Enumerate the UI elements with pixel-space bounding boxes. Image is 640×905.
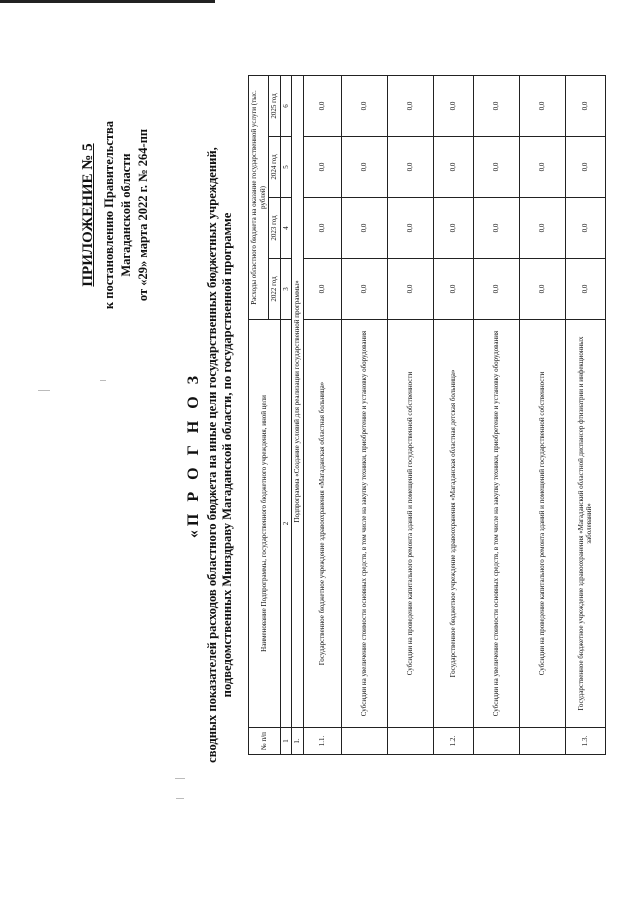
subprogram-row [292,76,304,755]
row-value: 0,0 [433,137,473,198]
row-value: 0,0 [341,137,387,198]
header-year: 2023 год [269,198,281,259]
row-name: Субсидии на увеличение стоимости основных средств, в том числе на закупку техники, приобретение и установку оборудования [341,320,387,728]
row-name: Государственное бюджетное учреждение здравоохранения «Магаданский областной диспансер фтизиатрии и инфекционных заболеваний» [565,320,605,728]
table-row [519,76,565,755]
table-row [565,76,605,755]
row-number [387,728,433,755]
row-number: 1. [292,728,304,755]
subprogram-name: Подпрограмма «Создание условий для реализации государственной программы» [292,76,304,728]
table-row [387,76,433,755]
appendix-line: к постановлению Правительства [102,120,116,310]
row-value: 0,0 [433,259,473,320]
column-number: 3 [280,259,292,320]
row-value: 0,0 [565,198,605,259]
row-value: 0,0 [341,259,387,320]
row-value: 0,0 [565,259,605,320]
row-value: 0,0 [519,137,565,198]
row-name: Государственное бюджетное учреждение здравоохранения «Магаданская областная больница» [303,320,341,728]
column-numbers-row [280,76,292,755]
row-value: 0,0 [387,198,433,259]
row-value: 0,0 [565,76,605,137]
row-value: 0,0 [433,76,473,137]
subtitle-line: подведомственных Минздраву Магаданской области, по государственной программе [220,212,234,698]
table-row [341,76,387,755]
column-number: 5 [280,137,292,198]
row-value: 0,0 [519,198,565,259]
header-year: 2024 год [269,137,281,198]
row-number: 1.1. [303,728,341,755]
document-title: «П Р О Г Н О З [185,371,202,539]
row-value: 0,0 [565,137,605,198]
row-name: Субсидии на проведение капитального ремонта зданий и помещений государственной собственности [519,320,565,728]
row-value: 0,0 [473,259,519,320]
column-number: 4 [280,198,292,259]
column-number: 2 [280,320,292,728]
row-value: 0,0 [303,137,341,198]
row-value: 0,0 [433,198,473,259]
row-number [341,728,387,755]
row-number: 1.3. [565,728,605,755]
appendix-heading: ПРИЛОЖЕНИЕ № 5 [80,143,96,287]
document-subtitle [205,100,235,810]
row-value: 0,0 [519,259,565,320]
row-value: 0,0 [303,198,341,259]
row-value: 0,0 [341,198,387,259]
row-number [473,728,519,755]
appendix-block [80,85,152,345]
header-expenses: Расходы областного бюджета на оказание государственной услуги (тыс. рублей) [249,76,269,320]
table-row [433,76,473,755]
appendix-line: Магаданской области [119,153,133,277]
row-name: Государственное бюджетное учреждение здравоохранения «Магаданская областная детская больница» [433,320,473,728]
row-name: Субсидии на увеличение стоимости основных средств, в том числе на закупку техники, приобретение и установку оборудования [473,320,519,728]
header-num: № п/п [249,728,281,755]
row-number: 1.2. [433,728,473,755]
row-value: 0,0 [473,76,519,137]
row-value: 0,0 [473,198,519,259]
row-value: 0,0 [341,76,387,137]
table-row [473,76,519,755]
row-number [519,728,565,755]
header-year: 2025 год [269,76,281,137]
row-value: 0,0 [387,76,433,137]
row-value: 0,0 [303,76,341,137]
row-name: Субсидии на проведение капитального ремонта зданий и помещений государственной собственности [387,320,433,728]
row-value: 0,0 [387,137,433,198]
forecast-table [248,75,606,755]
row-value: 0,0 [473,137,519,198]
header-name: Наименование Подпрограммы, государственного бюджетного учреждения, иной цели [249,320,281,728]
row-value: 0,0 [387,259,433,320]
column-number: 6 [280,76,292,137]
row-value: 0,0 [519,76,565,137]
column-number: 1 [280,728,292,755]
row-value: 0,0 [303,259,341,320]
header-row [249,76,269,755]
appendix-line: от «29» марта 2022 г. № 264-пп [136,128,150,302]
subtitle-line: сводных показателей расходов областного бюджета на иные цели государственных бюджетных учреждений, [205,147,219,763]
header-year: 2022 год [269,259,281,320]
table-row [303,76,341,755]
